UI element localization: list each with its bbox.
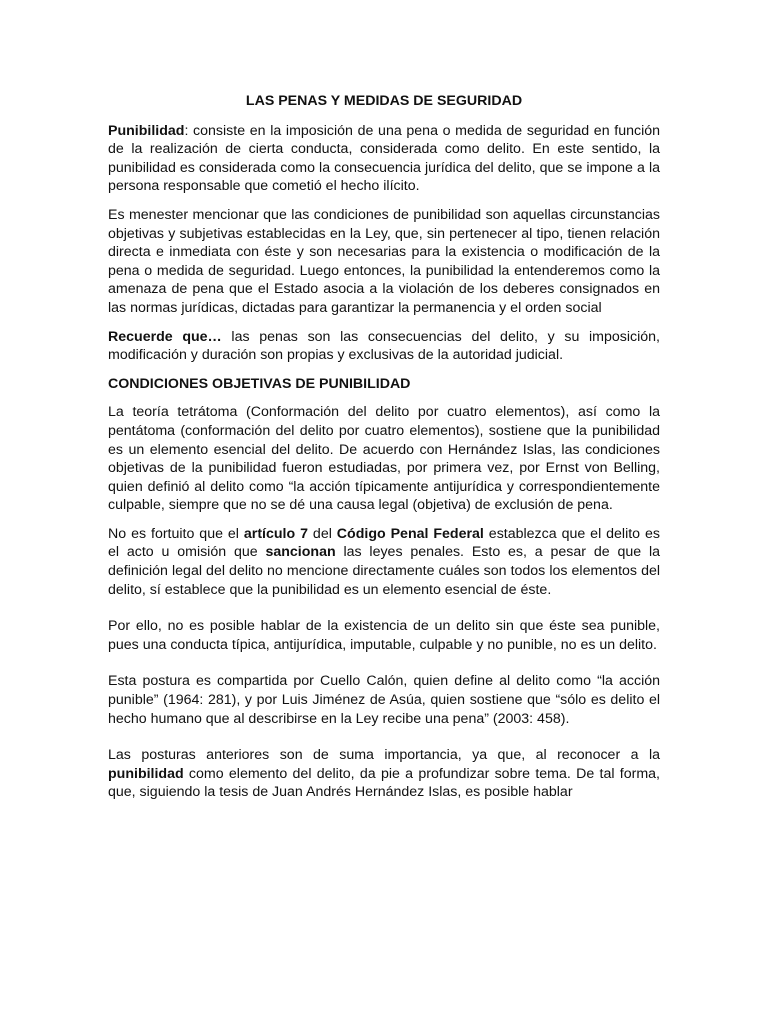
bold-codigo-penal-federal: Código Penal Federal <box>336 525 484 542</box>
bold-articulo-7: artículo 7 <box>243 525 308 542</box>
paragraph-text: establezca que el delito es el acto u omisión que <box>108 525 660 561</box>
paragraph-teoria: La teoría tetrátoma (Conformación del delito por cuatro elementos), así como la pentátoma (conformación del delito por cuatro elementos), sostiene que la punibilidad es un elemento esencial del delito. De acuerdo con Hernández Islas, las condiciones objetivas de la punibilidad fueron estudiadas, por primera vez, por Ernst von Belling, quien definió al delito como “la acción típicamente antijurídica y correspondientemente culpable, siempre que no se dé una causa legal (objetiva) de exclusión de pena. <box>108 404 660 514</box>
paragraph-por-ello: Por ello, no es posible hablar de la existencia de un delito sin que éste sea punible, pues una conducta típica, antijurídica, imputable, culpable y no punible, no es un delito. <box>108 618 660 653</box>
paragraph-punibilidad-definition <box>108 122 660 196</box>
recuerde-lead: Recuerde que… <box>108 328 222 345</box>
section-heading-condiciones-objetivas: CONDICIONES OBJETIVAS DE PUNIBILIDAD <box>108 375 411 392</box>
term-punibilidad: Punibilidad <box>108 122 185 139</box>
paragraph-condiciones: Es menester mencionar que las condiciones de punibilidad son aquellas circunstancias objetivas y subjetivas establecidas en la Ley, que, sin pertenecer al tipo, tienen relación directa e inmediata con éste y son necesarias para la existencia o modificación de la pena o medida de seguridad. Luego entonces, la punibilidad la entenderemos como la amenaza de pena que el Estado asocia a la violación de los deberes consignados en las normas jurídicas, dictadas para garantizar la permanencia y el orden social <box>108 206 660 316</box>
document-title: LAS PENAS Y MEDIDAS DE SEGURIDAD <box>245 93 523 109</box>
paragraph-text: del <box>307 525 337 542</box>
paragraph-text: : consiste en la imposición de una pena o medida de seguridad en función de la realización de cierta conducta, considerada como delito. En este sentido, la punibilidad es considerada como la consecuencia jurídica del delito, que se impone a la persona responsable que cometió el hecho ilícito. <box>108 122 660 195</box>
paragraph-recuerde <box>108 328 660 365</box>
paragraph-text: No es fortuito que el <box>108 525 244 542</box>
paragraph-posturas-anteriores <box>108 746 660 802</box>
bold-sancionan: sancionan <box>265 544 336 561</box>
paragraph-text: Las posturas anteriores son de suma importancia, ya que, al reconocer a la <box>108 747 660 764</box>
document-page <box>108 92 660 812</box>
bold-punibilidad: punibilidad <box>108 765 184 782</box>
paragraph-articulo-7 <box>108 525 660 599</box>
paragraph-text: como elemento del delito, da pie a profundizar sobre tema. De tal forma, que, siguiendo la tesis de Juan Andrés Hernández Islas, es posible hablar <box>108 765 660 801</box>
paragraph-text: las leyes penales. Esto es, a pesar de que la definición legal del delito no mencione directamente cuáles son todos los elementos del delito, sí establece que la punibilidad es un elemento esencial de éste. <box>108 544 660 598</box>
paragraph-text: las penas son las consecuencias del delito, y su imposición, modificación y duración son propias y exclusivas de la autoridad judicial. <box>108 328 660 364</box>
paragraph-cuello-calon: Esta postura es compartida por Cuello Calón, quien define al delito como “la acción punible” (1964: 281), y por Luis Jiménez de Asúa, quien sostiene que “sólo es delito el hecho humano que al describirse en la Ley recibe una pena” (2003: 458). <box>108 673 660 727</box>
